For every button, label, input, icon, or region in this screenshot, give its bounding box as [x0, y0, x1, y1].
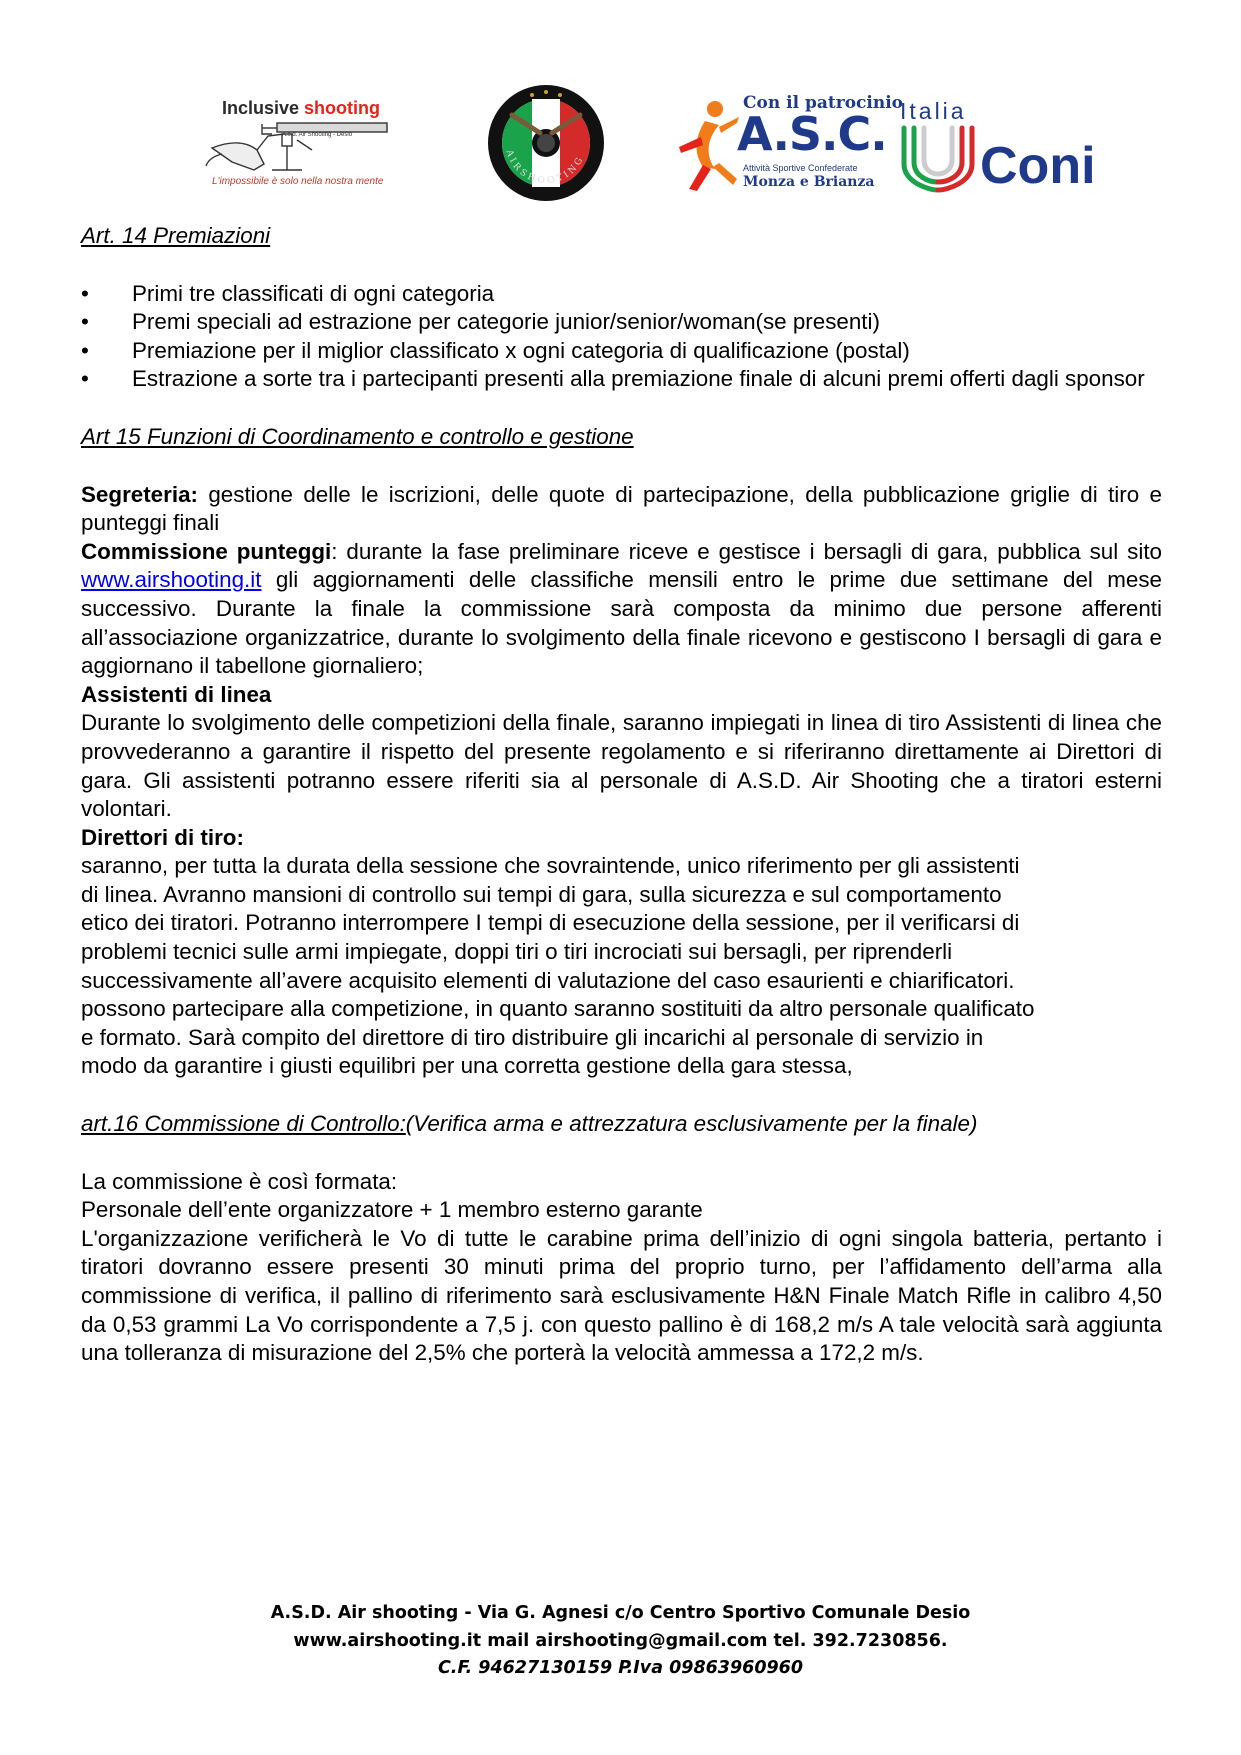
airshooting-logo — [482, 83, 610, 203]
inclusive-logo-subtitle: A.s.d. Air Shooting - Desio — [282, 132, 353, 138]
bullet-icon: • — [81, 280, 89, 306]
inclusive-shooting-logo — [202, 98, 402, 194]
paragraph-line: successivamente all’avere acquisito elementi di valutazione del caso esaurienti e chiarificatori. — [81, 967, 1015, 993]
list-item: • Premiazione per il miglior classificato x ogni categoria di qualificazione (postal) — [81, 337, 1162, 366]
footer-tax-ids: C.F. 94627130159 P.Iva 09863960960 — [437, 1658, 804, 1678]
asc-name: A.S.C. — [737, 107, 887, 161]
footer-address: A.S.D. Air shooting - Via G. Agnesi c/o Centro Sportivo Comunale Desio — [270, 1603, 971, 1623]
paragraph-line: etico dei tiratori. Potranno interrompere I tempi di esecuzione della sessione, per il verificarsi di — [81, 910, 1020, 936]
art16-line1: La commissione è così formata: — [81, 1168, 398, 1194]
airshooting-ring-text: AIRSHOOTING — [503, 148, 587, 187]
asc-patrocinio: Con il patrocinio — [743, 93, 903, 113]
coni-logo — [898, 98, 1108, 193]
paragraph-line: modo da garantire i giusti equilibri per una corretta gestione della gara stessa, — [81, 1053, 853, 1079]
art15-title: Art 15 Funzioni di Coordinamento e controllo e gestione — [81, 423, 634, 449]
coni-italia: Italia — [900, 98, 967, 124]
art16-line2: Personale dell’ente organizzatore + 1 membro esterno garante — [81, 1197, 703, 1223]
paragraph-line: e formato. Sarà compito del direttore di tiro distribuire gli incarichi al personale di servizio in — [81, 1024, 984, 1050]
assistenti-paragraph: Durante lo svolgimento delle competizioni della finale, saranno impiegati in linea di tiro Assistenti di linea che provvederanno a garantire il rispetto del presente regolamento e si riferiranno direttamente ai Direttori di gara. Gli assistenti potranno essere riferiti sia al personale di A.S.D. Air Shooting che a tiratori esterni volontari. — [81, 710, 1162, 822]
segreteria-label: Segreteria: — [81, 481, 198, 507]
paragraph-line: di linea. Avranno mansioni di controllo sui tempi di gara, sulla sicurezza e sul comportamento — [81, 881, 1002, 907]
inclusive-logo-title: Inclusive shooting — [222, 98, 381, 118]
direttori-paragraph — [81, 852, 1162, 1081]
footer-contacts: www.airshooting.it mail airshooting@gmail.com tel. 392.7230856. — [293, 1630, 948, 1651]
document-body — [81, 222, 1162, 1368]
commissione-paragraph: Commissione punteggi: durante la fase preliminare riceve e gestisce i bersagli di gara, pubblica sul sito www.airshooting.it gli aggiornamenti delle classifiche mensili entro le prime due settimane del mese successivo. Durante la finale la commissione sarà composta da minimo due persone afferenti all’associazione organizzatrice, durante lo svolgimento della finale ricevono e gestiscono I bersagli di gara e aggiornano il tabellone giornaliero; — [81, 538, 1162, 679]
coni-stripes-icon — [898, 124, 978, 194]
segreteria-paragraph: Segreteria: gestione delle le iscrizioni, delle quote di partecipazione, della pubblicazione griglie di tiro e punteggi finali — [81, 481, 1162, 536]
pistol-icon — [202, 120, 402, 176]
inclusive-logo-tagline: L'impossibile è solo nella nostra mente — [212, 176, 384, 187]
art16-title: art.16 Commissione di Controllo:(Verifica arma e attrezzatura esclusivamente per la finale) — [81, 1111, 978, 1137]
list-item: • Estrazione a sorte tra i partecipanti presenti alla premiazione finale di alcuni premi offerti dagli sponsor — [81, 365, 1162, 394]
paragraph-line: problemi tecnici sulle armi impiegate, doppi tiri o tiri incrociati sui bersagli, per riprenderli — [81, 939, 953, 965]
list-item: • Premi speciali ad estrazione per categorie junior/senior/woman(se presenti) — [81, 308, 1162, 337]
art16-paragraph: L'organizzazione verificherà le Vo di tutte le carabine prima dell’inizio di ogni singola batteria, pertanto i tiratori dovranno essere presenti 30 minuti prima del proprio turno, per l’affidamento dell’arma alla commissione di verifica, il pallino di riferimento sarà esclusivamente H&N Finale Match Rifle in calibro 4,50 da 0,53 grammi La Vo corrispondente a 7,5 j. con questo pallino è di 168,2 m/s A tale velocità sarà aggiunta una tolleranza di misurazione del 2,5% che porterà la velocità ammessa a 172,2 m/s. — [81, 1225, 1162, 1366]
art14-title: Art. 14 Premiazioni — [81, 223, 271, 248]
paragraph-line: possono partecipare alla competizione, in quanto saranno sostituiti da altro personale qualificato — [81, 996, 1035, 1022]
direttori-label: Direttori di tiro: — [81, 824, 244, 850]
commissione-label: Commissione punteggi — [81, 538, 332, 564]
assistenti-label: Assistenti di linea — [81, 681, 272, 707]
runner-icon — [675, 97, 745, 197]
bullet-icon: • — [81, 366, 89, 392]
paragraph-line: saranno, per tutta la durata della sessione che sovraintende, unico riferimento per gli assistenti — [81, 853, 1020, 879]
asc-logo — [675, 93, 903, 193]
coni-name: Coni — [980, 137, 1096, 195]
asc-line1: Attività Sportive Confederate — [743, 163, 858, 173]
bullet-icon: • — [81, 309, 89, 335]
target-rifles-icon — [482, 83, 610, 203]
airshooting-link[interactable]: www.airshooting.it — [81, 567, 262, 593]
bullet-icon: • — [81, 337, 89, 363]
list-item: • Primi tre classificati di ogni categoria — [81, 280, 1162, 309]
logo-header — [0, 78, 1241, 203]
footer — [0, 1600, 1241, 1683]
asc-line2: Monza e Brianza — [743, 174, 875, 190]
art14-bullet-list — [81, 280, 1162, 394]
